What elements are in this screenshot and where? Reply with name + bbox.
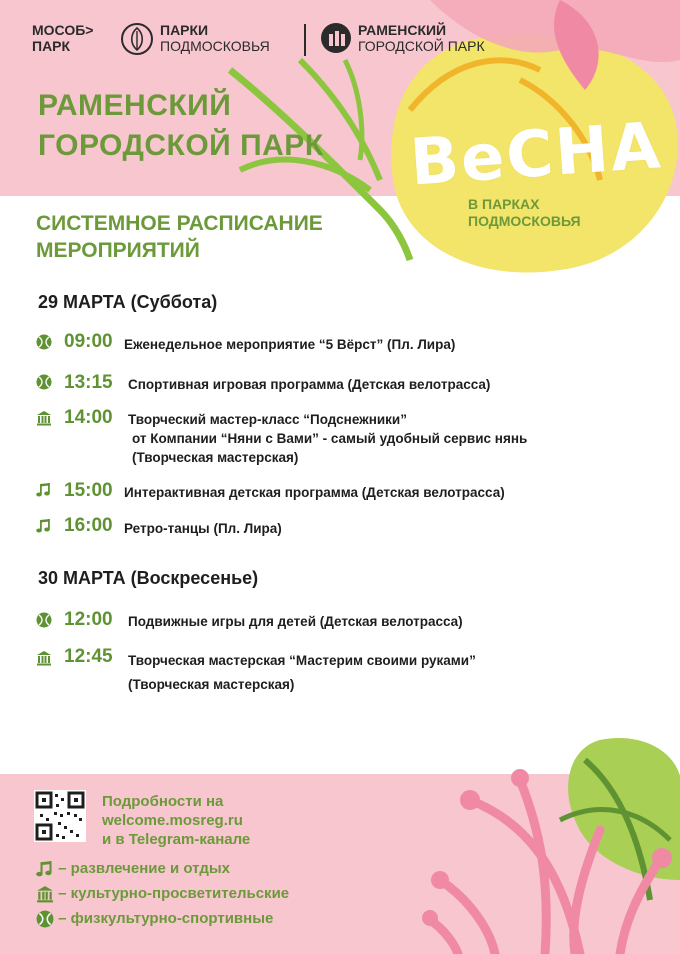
event-text-line: от Компании “Няни с Вами” - самый удобный сервис нянь bbox=[132, 431, 528, 446]
vesna-subtitle-line2: ПОДМОСКОВЬЯ bbox=[468, 213, 581, 229]
mosobpark-logo-line2: ПАРК bbox=[32, 38, 71, 54]
museum-icon bbox=[36, 885, 54, 903]
event-description bbox=[124, 519, 282, 538]
event-time: 15:00 bbox=[64, 480, 113, 501]
parki-logo-line1: ПАРКИ bbox=[160, 22, 209, 38]
event-time: 12:45 bbox=[64, 646, 113, 667]
more-info-line3: и в Telegram-канале bbox=[102, 831, 251, 848]
event-description bbox=[124, 483, 505, 502]
schedule-title-line1: СИСТЕМНОЕ РАСПИСАНИЕ bbox=[36, 212, 323, 235]
event-time: 13:15 bbox=[64, 372, 113, 393]
schedule-title-line2: МЕРОПРИЯТИЙ bbox=[36, 239, 200, 262]
parki-leaf-icon bbox=[120, 22, 154, 56]
page-title-line1: РАМЕНСКИЙ bbox=[38, 89, 232, 122]
music-icon bbox=[36, 482, 52, 498]
ball-icon bbox=[36, 374, 52, 390]
event-time: 16:00 bbox=[64, 515, 113, 536]
music-icon bbox=[36, 518, 52, 534]
ramensky-logo-line1: РАМЕНСКИЙ bbox=[358, 22, 447, 38]
parki-logo bbox=[160, 22, 270, 54]
qr-code[interactable] bbox=[34, 790, 86, 842]
day-label: 30 МАРТА (Воскресенье) bbox=[38, 568, 259, 588]
event-description bbox=[124, 335, 455, 354]
museum-icon bbox=[36, 650, 52, 666]
event-text-line: (Творческая мастерская) bbox=[128, 677, 295, 692]
event-time: 12:00 bbox=[64, 609, 113, 630]
parki-logo-line2: ПОДМОСКОВЬЯ bbox=[160, 38, 270, 54]
event-text-line: Ретро-танцы (Пл. Лира) bbox=[124, 521, 282, 536]
event-description bbox=[128, 649, 476, 697]
page-title bbox=[38, 86, 368, 166]
schedule-title bbox=[36, 210, 376, 264]
event-description bbox=[128, 612, 463, 631]
vesna-subtitle bbox=[468, 196, 638, 230]
legend-label: – развлечение и отдых bbox=[58, 860, 230, 877]
legend-label: – культурно-просветительские bbox=[58, 885, 290, 902]
event-description bbox=[128, 410, 527, 467]
event-text-line: Подвижные игры для детей (Детская велотрасса) bbox=[128, 614, 463, 629]
page-title-line2: ГОРОДСКОЙ ПАРК bbox=[38, 129, 324, 162]
ball-icon bbox=[36, 910, 54, 928]
ramensky-park-icon bbox=[320, 22, 352, 54]
event-time: 14:00 bbox=[64, 407, 113, 428]
more-info-link[interactable]: welcome.mosreg.ru bbox=[102, 812, 243, 829]
legend-label: – физкультурно-спортивные bbox=[58, 910, 274, 927]
event-description bbox=[128, 375, 490, 394]
ball-icon bbox=[36, 334, 52, 350]
event-text-line: Еженедельное мероприятие “5 Вёрст” (Пл. Лира) bbox=[124, 337, 456, 352]
logo-divider bbox=[304, 24, 306, 56]
event-text-line: Творческий мастер-класс “Подснежники” bbox=[128, 412, 407, 427]
legend-item-culture bbox=[36, 885, 289, 903]
legend-item-sport bbox=[36, 910, 273, 928]
ball-icon bbox=[36, 612, 52, 628]
mosobpark-logo bbox=[32, 22, 93, 54]
vesna-subtitle-line1: В ПАРКАХ bbox=[468, 196, 540, 212]
event-text-line: (Творческая мастерская) bbox=[132, 450, 299, 465]
day-label: 29 МАРТА (Суббота) bbox=[38, 292, 218, 312]
event-text-line: Творческая мастерская “Мастерим своими руками” bbox=[128, 653, 476, 668]
more-info-line1: Подробности на bbox=[102, 793, 224, 810]
vesna-logo: ВеСНА bbox=[407, 109, 665, 201]
more-info-text bbox=[102, 792, 250, 849]
event-text-line: Спортивная игровая программа (Детская велотрасса) bbox=[128, 377, 491, 392]
event-text-line: Интерактивная детская программа (Детская велотрасса) bbox=[124, 485, 505, 500]
ramensky-logo-line2: ГОРОДСКОЙ ПАРК bbox=[358, 38, 485, 54]
event-time: 09:00 bbox=[64, 331, 113, 352]
museum-icon bbox=[36, 410, 52, 426]
ramensky-logo bbox=[358, 22, 485, 54]
music-icon bbox=[36, 860, 54, 878]
mosobpark-logo-line1: МОСОБ> bbox=[32, 22, 94, 38]
legend-item-entertainment bbox=[36, 860, 230, 878]
